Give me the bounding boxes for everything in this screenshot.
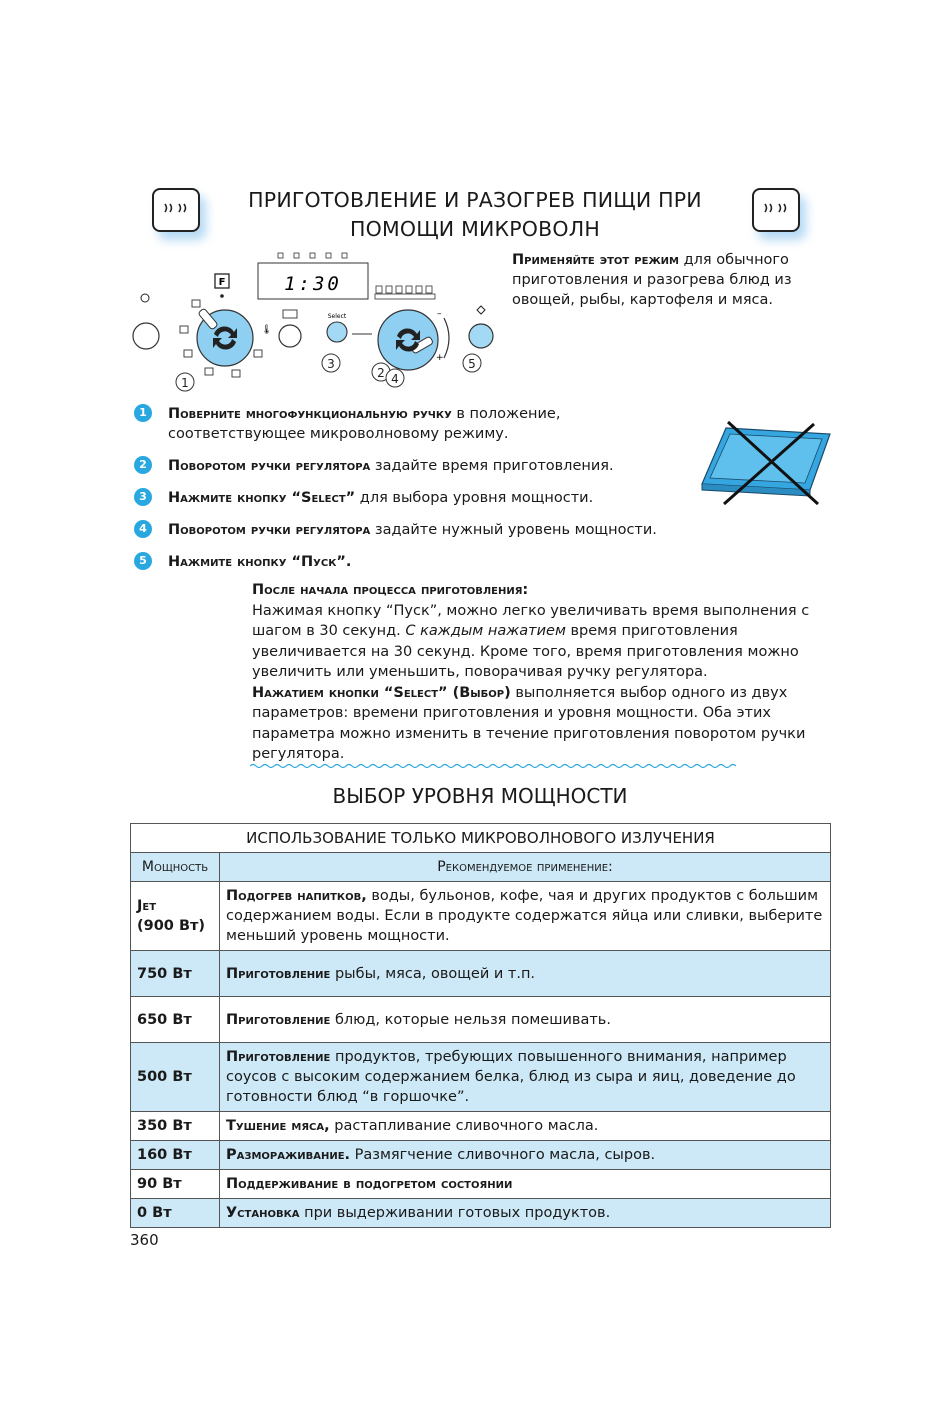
table-row: 750 Вт Приготовление рыбы, мяса, овощей и т.п. xyxy=(131,951,831,997)
step-5: 5 Нажмите кнопку “Пуск”. xyxy=(134,552,674,572)
svg-text:4: 4 xyxy=(391,372,399,386)
microwave-mode-icon-right xyxy=(752,188,800,232)
svg-text:–: – xyxy=(437,309,442,319)
after-start-section: После начала процесса приготовления: Нажимая кнопку “Пуск”, можно легко увеличивать время выполнения с шагом в 30 секунд. С каждым нажатием время приготовления увеличивается на 30 секунд. Кроме того, время приготовления можно увеличить или уменьшить, поворачивая ручку регулятора. Нажатием кнопки “Select” (Выбор) выполняется выбор одного из двух параметров: времени приготовления и уровня мощности. Оба этих параметра можно изменить в течение приготовления поворотом ручки регулятора. xyxy=(252,582,810,762)
start-button xyxy=(469,324,493,348)
svg-text:2: 2 xyxy=(377,366,385,380)
svg-text:+: + xyxy=(436,353,444,363)
table-row: 650 Вт Приготовление блюд, которые нельзя помешивать. xyxy=(131,997,831,1043)
time-display: 1:30 xyxy=(284,273,342,295)
svg-text:5: 5 xyxy=(468,357,476,371)
start-icon xyxy=(477,306,485,314)
step-1: 1 Поверните многофункциональную ручку в положение, соответствующее микроволновому режиму. xyxy=(134,404,674,444)
step-3: 3 Нажмите кнопку “Select” для выбора уровня мощности. xyxy=(134,488,674,508)
control-panel-diagram xyxy=(128,246,508,396)
no-metal-tray-icon xyxy=(694,420,834,510)
page-number: 360 xyxy=(130,1231,159,1249)
decorative-divider xyxy=(250,763,736,769)
column-header-power: Мощность xyxy=(131,853,220,882)
intro-paragraph: Применяйте этот режим для обычного приготовления и разогрева блюд из овощей, рыбы, картофеля и мяса. xyxy=(512,252,792,308)
svg-text:1: 1 xyxy=(181,376,189,390)
svg-text:🌡: 🌡 xyxy=(261,325,273,335)
select-button xyxy=(327,322,347,342)
svg-text:3: 3 xyxy=(327,357,335,371)
stop-icon xyxy=(141,294,149,302)
page-title: ПРИГОТОВЛЕНИЕ И РАЗОГРЕВ ПИЩИ ПРИ ПОМОЩИ МИКРОВОЛН xyxy=(248,188,702,241)
section-title: ВЫБОР УРОВНЯ МОЩНОСТИ xyxy=(332,784,628,808)
select-label: Select xyxy=(327,313,347,320)
step-2: 2 Поворотом ручки регулятора задайте время приготовления. xyxy=(134,456,674,476)
table-caption: ИСПОЛЬЗОВАНИЕ ТОЛЬКО МИКРОВОЛНОВОГО ИЗЛУЧЕНИЯ xyxy=(131,824,831,853)
stop-button xyxy=(133,323,159,349)
after-heading: После начала процесса приготовления: xyxy=(252,582,529,598)
microwave-mode-icon xyxy=(152,188,200,232)
column-header-usage: Рекомендуемое применение: xyxy=(220,853,831,882)
power-level-table xyxy=(130,823,831,1228)
table-row: 90 Вт Поддерживание в подогретом состоянии xyxy=(131,1170,831,1199)
table-row: 500 Вт Приготовление продуктов, требующих повышенного внимания, например соусов с высоким содержанием белка, блюд из сыра и яиц, доведение до готовности блюд “в горшочке”. xyxy=(131,1043,831,1112)
table-row: Jet (900 Вт) Подогрев напитков, воды, бульонов, кофе, чая и других продуктов с большим содержанием воды. Если в продукте содержатся яйца или сливки, выберите меньший уровень мощности. xyxy=(131,882,831,951)
table-row: 0 Вт Установка при выдерживании готовых продуктов. xyxy=(131,1199,831,1228)
table-row: 160 Вт Размораживание. Размягчение сливочного масла, сыров. xyxy=(131,1141,831,1170)
steps-list xyxy=(134,404,674,584)
f-label: F xyxy=(218,277,226,288)
step-4: 4 Поворотом ручки регулятора задайте нужный уровень мощности. xyxy=(134,520,674,540)
table-row: 350 Вт Тушение мяса, растапливание сливочного масла. xyxy=(131,1112,831,1141)
